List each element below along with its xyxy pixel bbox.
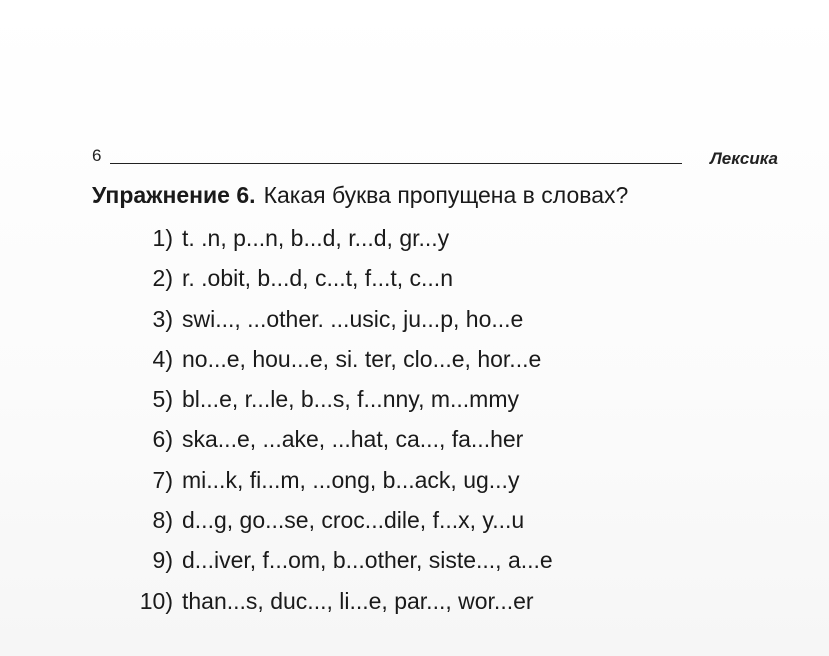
section-title: Лексика (710, 149, 778, 168)
item-number: 6) (152, 426, 173, 453)
item-words: swi..., ...other. ...usic, ju...p, ho...e (182, 305, 524, 332)
exercise-heading (92, 180, 628, 210)
exercise-item-6 (127, 423, 787, 463)
header-divider (110, 163, 682, 164)
item-number: 1) (152, 225, 173, 251)
exercise-label: Упражнение 6. (92, 182, 256, 208)
item-number: 10) (139, 587, 173, 614)
page-number: 6 (92, 146, 102, 165)
item-words: d...iver, f...om, b...other, siste..., a...e (182, 547, 553, 574)
exercise-item-1 (127, 222, 787, 262)
item-words: than...s, duc..., li...e, par..., wor...er (182, 587, 534, 614)
item-number: 2) (152, 265, 173, 292)
item-number: 3) (152, 305, 173, 332)
item-words: ska...e, ...ake, ...hat, ca..., fa...her (182, 426, 524, 453)
exercise-items-list (127, 222, 787, 625)
item-number: 8) (152, 507, 173, 534)
exercise-item-8 (127, 504, 787, 544)
item-number: 5) (152, 386, 173, 413)
item-number: 9) (152, 547, 173, 574)
exercise-item-10 (127, 585, 787, 625)
page-header (92, 146, 782, 170)
item-words: r. .obit, b...d, c...t, f...t, c...n (182, 265, 453, 292)
item-words: bl...e, r...le, b...s, f...nny, m...mmy (182, 386, 519, 413)
exercise-item-7 (127, 464, 787, 504)
exercise-item-5 (127, 383, 787, 423)
item-words: no...e, hou...e, si. ter, clo...e, hor...e (182, 345, 542, 372)
item-words: t. .n, p...n, b...d, r...d, gr...y (182, 225, 450, 251)
exercise-item-2 (127, 262, 787, 302)
exercise-question: Какая буква пропущена в словах? (263, 182, 629, 208)
exercise-item-3 (127, 303, 787, 343)
item-words: d...g, go...se, croc...dile, f...x, y...u (182, 507, 525, 534)
item-number: 4) (152, 345, 173, 372)
exercise-item-4 (127, 343, 787, 383)
item-words: mi...k, fi...m, ...ong, b...ack, ug...y (182, 466, 520, 493)
item-number: 7) (152, 466, 173, 493)
exercise-item-9 (127, 544, 787, 584)
